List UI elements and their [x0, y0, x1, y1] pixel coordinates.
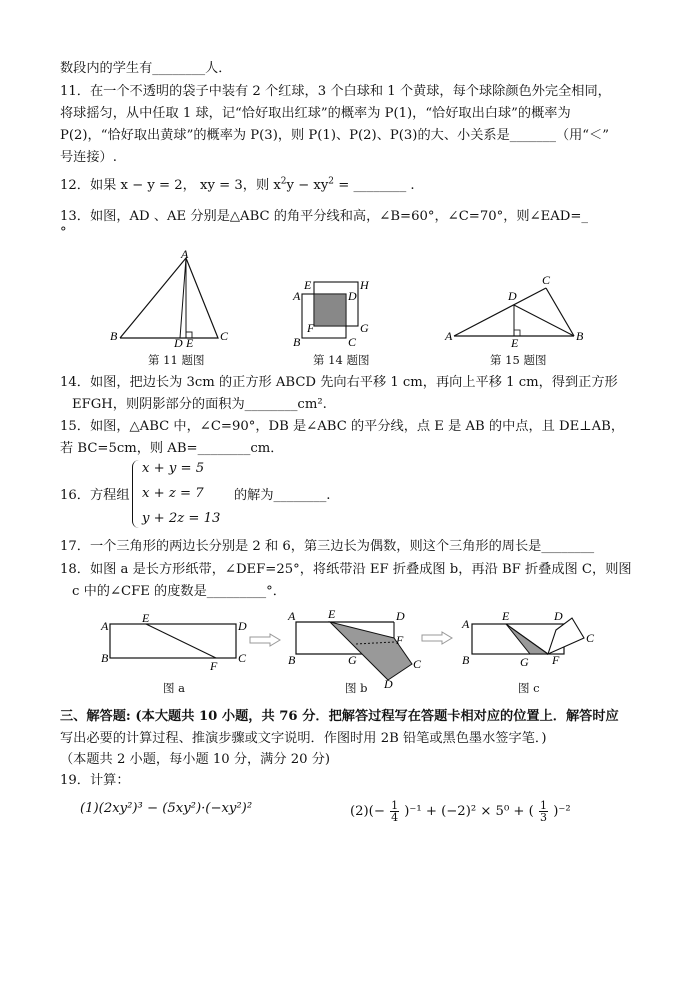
svg-text:B: B [576, 329, 584, 343]
svg-text:B: B [293, 335, 301, 348]
svg-text:E: E [511, 336, 519, 348]
arrow-right-icon [420, 630, 456, 646]
svg-text:D: D [396, 609, 405, 623]
figure-14-caption: 第 14 题图 [313, 353, 370, 367]
question-18-line: 18．如图 a 是长方形纸带，∠DEF=25°，将纸带沿 EF 折叠成图 b，再沿 BF 折叠成图 C，则图 [60, 562, 632, 577]
svg-text:D: D [508, 289, 517, 303]
section-three-heading: 三、解答题: (本大题共 10 小题，共 76 分．把解答过程写在答题卡相对应的位置上．解答时应 [60, 709, 619, 724]
text-line: 将球摇匀，从中任取 1 球，记“恰好取出红球”的概率为 P(1)，“恰好取出白球”的概率为 [60, 106, 571, 121]
question-13-line: 13．如图，AD 、AE 分别是△ABC 的角平分线和高，∠B=60°，∠C=70°，则∠EAD=_ [60, 209, 589, 224]
svg-text:E: E [328, 608, 336, 621]
arrow-right-icon [248, 632, 284, 648]
fraction-1-4 [390, 800, 399, 823]
question-12-line [60, 177, 415, 195]
question-19-line: 19．计算： [60, 773, 130, 788]
equation-system [132, 460, 242, 530]
figure-14 [290, 278, 380, 348]
figure-c [458, 608, 608, 668]
question-16-answer: 的解为________. [234, 488, 331, 503]
denominator: 4 [391, 811, 399, 824]
svg-text:F: F [396, 633, 404, 647]
svg-text:E: E [304, 278, 312, 292]
equation-2: x + z = 7 [142, 486, 204, 501]
brace [132, 460, 139, 528]
exponent: 2 [328, 176, 335, 187]
denominator: 3 [540, 811, 548, 824]
exponent: 2 [280, 176, 287, 187]
figure-15 [442, 272, 592, 348]
q12-part: y − xy [286, 178, 329, 193]
calc-2-part: (2)(− [350, 804, 385, 819]
text-line: 号连接）. [60, 150, 117, 165]
figure-a-caption: 图 a [163, 681, 186, 695]
svg-text:C: C [542, 273, 551, 287]
figure-b [286, 608, 426, 690]
svg-text:C: C [413, 657, 422, 671]
svg-text:D: D [348, 289, 357, 303]
text-line: EFGH，则阴影部分的面积为________cm². [72, 397, 327, 412]
text-line: P(2)，“恰好取出黄球”的概率为 P(3)，则 P(1)、P(2)、P(3)的大、小关系是_______（用“＜” [60, 128, 609, 143]
svg-text:B: B [288, 653, 296, 667]
figure-b-caption: 图 b [345, 681, 368, 695]
equation-1: x + y = 5 [142, 461, 205, 476]
svg-text:B: B [462, 653, 470, 667]
text-line: 若 BC=5cm，则 AB=________cm． [60, 441, 284, 456]
svg-text:F: F [552, 653, 560, 667]
calc-2 [350, 800, 571, 823]
figure-a [98, 612, 258, 672]
question-11-line: 11．在一个不透明的袋子中装有 2 个红球，3 个白球和 1 个黄球，每个球除颜色外完全相同， [60, 84, 611, 99]
svg-text:D: D [384, 677, 393, 690]
svg-text:D: D [554, 609, 563, 623]
svg-text:D: D [238, 619, 247, 633]
svg-text:A: A [445, 329, 453, 343]
text-line: （本题共 2 小题，每小题 10 分，满分 20 分) [60, 752, 331, 767]
svg-text:F: F [307, 321, 315, 335]
svg-text:A: A [288, 609, 296, 623]
question-14-line: 14．如图，把边长为 3cm 的正方形 ABCD 先向右平移 1 cm，再向上平移 1 cm，得到正方形 [60, 375, 618, 390]
calc-1: (1)(2xy²)³ − (5xy²)·(−xy²)² [80, 801, 253, 816]
svg-text:D: D [174, 336, 183, 348]
svg-text:A: A [181, 248, 189, 261]
q12-part: = ________ . [334, 178, 415, 193]
svg-text:E: E [142, 612, 150, 625]
text-line: 写出必要的计算过程、推演步骤或文字说明．作图时用 2B 铅笔或黑色墨水签字笔．) [60, 731, 547, 746]
svg-text:B: B [101, 651, 109, 665]
svg-text:E: E [502, 609, 510, 623]
question-16-label: 16．方程组 [60, 488, 130, 503]
svg-text:C: C [348, 335, 357, 348]
svg-text:A: A [101, 619, 109, 633]
text-line: 数段内的学生有________人． [60, 61, 232, 76]
numerator: 1 [391, 799, 399, 812]
degree-mark: ° [60, 225, 67, 240]
figure-11 [108, 248, 230, 348]
numerator: 1 [540, 799, 548, 812]
figure-c-caption: 图 c [518, 681, 540, 695]
figure-15-caption: 第 15 题图 [490, 353, 547, 367]
svg-text:G: G [520, 655, 529, 668]
fraction-1-3 [539, 800, 548, 823]
svg-text:A: A [293, 289, 301, 303]
text-line: c 中的∠CFE 的度数是_________°． [72, 584, 286, 599]
question-15-line: 15．如图，△ABC 中，∠C=90°，DB 是∠ABC 的平分线，点 E 是 AB 的中点，且 DE⊥AB， [60, 419, 625, 434]
svg-text:C: C [220, 329, 229, 343]
calc-2-part: )⁻² [553, 804, 571, 819]
svg-text:C: C [586, 631, 595, 645]
svg-text:H: H [360, 278, 369, 292]
svg-text:G: G [348, 653, 357, 667]
q12-part: 12．如果 x − y = 2， xy = 3，则 x [60, 178, 281, 193]
equation-3: y + 2z = 13 [142, 511, 221, 526]
svg-text:E: E [186, 336, 194, 348]
svg-text:C: C [238, 651, 247, 665]
svg-text:F: F [210, 659, 218, 672]
figure-11-caption: 第 11 题图 [148, 353, 205, 367]
svg-text:A: A [462, 617, 470, 631]
calc-2-part: )⁻¹ + (−2)² × 5⁰ + ( [404, 804, 534, 819]
svg-text:B: B [110, 329, 118, 343]
question-17-line: 17．一个三角形的两边长分别是 2 和 6，第三边长为偶数，则这个三角形的周长是________ [60, 539, 595, 554]
svg-text:G: G [360, 321, 369, 335]
